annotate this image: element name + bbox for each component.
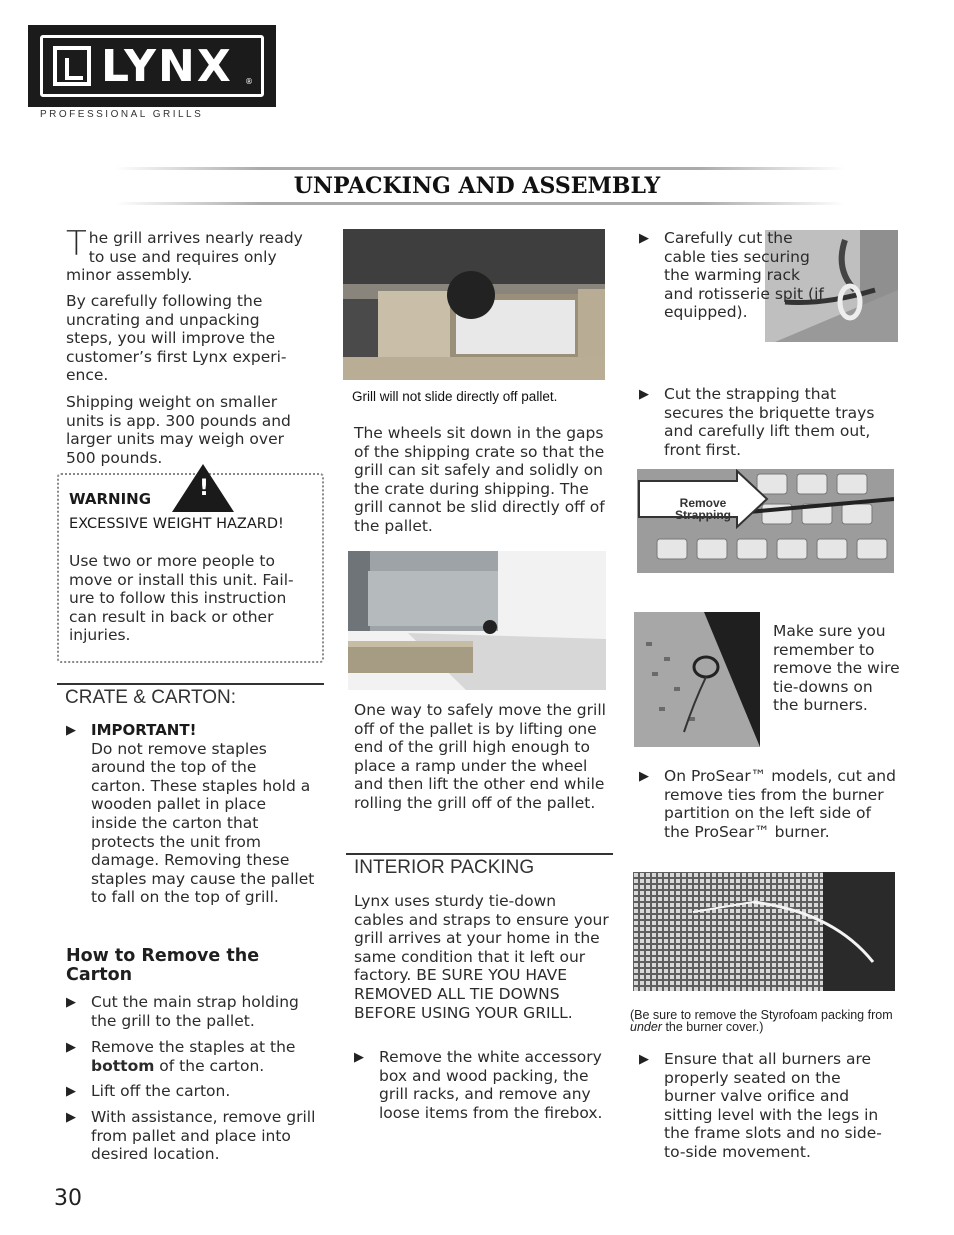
warning-hazard: EXCESSIVE WEIGHT HAZARD! bbox=[69, 516, 284, 532]
logo-mark-icon bbox=[53, 46, 91, 86]
intro-paragraph bbox=[66, 224, 320, 285]
important-label: IMPORTANT! bbox=[91, 721, 197, 739]
exclamation-icon: ! bbox=[198, 476, 210, 501]
bullet-arrow-icon: ▶ bbox=[66, 1110, 76, 1125]
important-text: Do not remove staples around the top of the carton. These staples hold a wooden pallet in place inside the carton that protects the unit from damage. Removing these staples may cause the pallet to fall on the top of grill. bbox=[91, 739, 315, 907]
warning-label: WARNING bbox=[69, 490, 152, 508]
page-title: UNPACKING AND ASSEMBLY bbox=[293, 173, 661, 199]
pallet-photo-caption: Grill will not slide directly off pallet. bbox=[352, 389, 558, 404]
bullet-arrow-icon: ▶ bbox=[66, 1040, 76, 1055]
brand-logo bbox=[28, 25, 276, 107]
briquette-trays-photo bbox=[637, 469, 894, 573]
title-rule-top bbox=[115, 167, 845, 170]
bullet-arrow-icon: ▶ bbox=[354, 1050, 364, 1065]
bullet-arrow-icon: ▶ bbox=[639, 387, 649, 402]
styrofoam-caption: (Be sure to remove the Styrofoam packing from under the burner cover.) bbox=[630, 1008, 893, 1034]
interior-packing-heading: INTERIOR PACKING bbox=[346, 853, 613, 879]
important-bullet bbox=[66, 721, 316, 931]
wheels-paragraph: The wheels sit down in the gaps of the shipping crate so that the grill can sit safely and solidly on the crate during shipping. The grill cannot be slid directly off of the pallet. bbox=[354, 424, 605, 535]
crate-carton-heading: CRATE & CARTON: bbox=[57, 683, 324, 709]
burner-cover-photo bbox=[633, 872, 895, 991]
bullet-arrow-icon: ▶ bbox=[66, 723, 76, 738]
bullet-arrow-icon: ▶ bbox=[639, 1052, 649, 1067]
bullet-arrow-icon: ▶ bbox=[639, 769, 649, 784]
bullet-arrow-icon: ▶ bbox=[66, 995, 76, 1010]
uncrating-paragraph: By carefully following the uncrating and unpacking steps, you will improve the customer’s first Lynx experi-ence. bbox=[66, 292, 287, 385]
logo-text: LYNX bbox=[101, 41, 233, 92]
bullet-arrow-icon: ▶ bbox=[66, 1084, 76, 1099]
logo-registered-mark: ® bbox=[245, 77, 253, 86]
interior-paragraph: Lynx uses sturdy tie-down cables and straps to ensure your grill arrives at your home in the same condition that it left our factory. BE SURE YOU HAVE REMOVED ALL TIE DOWNS BEFORE USING YOUR GRILL. bbox=[354, 892, 609, 1022]
title-rule-bottom bbox=[115, 202, 845, 205]
remove-strapping-label: Remove Strapping bbox=[675, 496, 731, 522]
shipping-weight-paragraph: Shipping weight on smaller units is app. 300 pounds and larger units may weigh over 500 pounds. bbox=[66, 393, 291, 467]
intro-text: he grill arrives nearly ready to use and requires only minor assembly. bbox=[66, 229, 303, 285]
ramp-paragraph: One way to safely move the grill off of the pallet is by lifting one end of the grill high enough to place a ramp under the wheel and then lift the other end while rolling the grill off of the pallet. bbox=[354, 701, 606, 812]
brand-tagline: PROFESSIONAL GRILLS bbox=[40, 109, 204, 120]
drop-cap: T bbox=[66, 224, 87, 264]
ramp-photo bbox=[348, 551, 606, 690]
page-number: 30 bbox=[54, 1186, 82, 1211]
under-emphasis: under bbox=[630, 1020, 662, 1034]
wire-tie-photo bbox=[634, 612, 760, 747]
remove-carton-heading: How to Remove the Carton bbox=[66, 946, 260, 985]
bullet-arrow-icon: ▶ bbox=[639, 231, 649, 246]
logo-frame bbox=[40, 35, 264, 97]
pallet-photo bbox=[343, 229, 605, 380]
warning-text: Use two or more people to move or install this unit. Fail-ure to follow this instruction can result in back or other injuries. bbox=[69, 552, 294, 645]
wire-tie-paragraph: Make sure you remember to remove the wire tie-downs on the burners. bbox=[773, 622, 900, 715]
bottom-emphasis: bottom bbox=[91, 1056, 155, 1075]
